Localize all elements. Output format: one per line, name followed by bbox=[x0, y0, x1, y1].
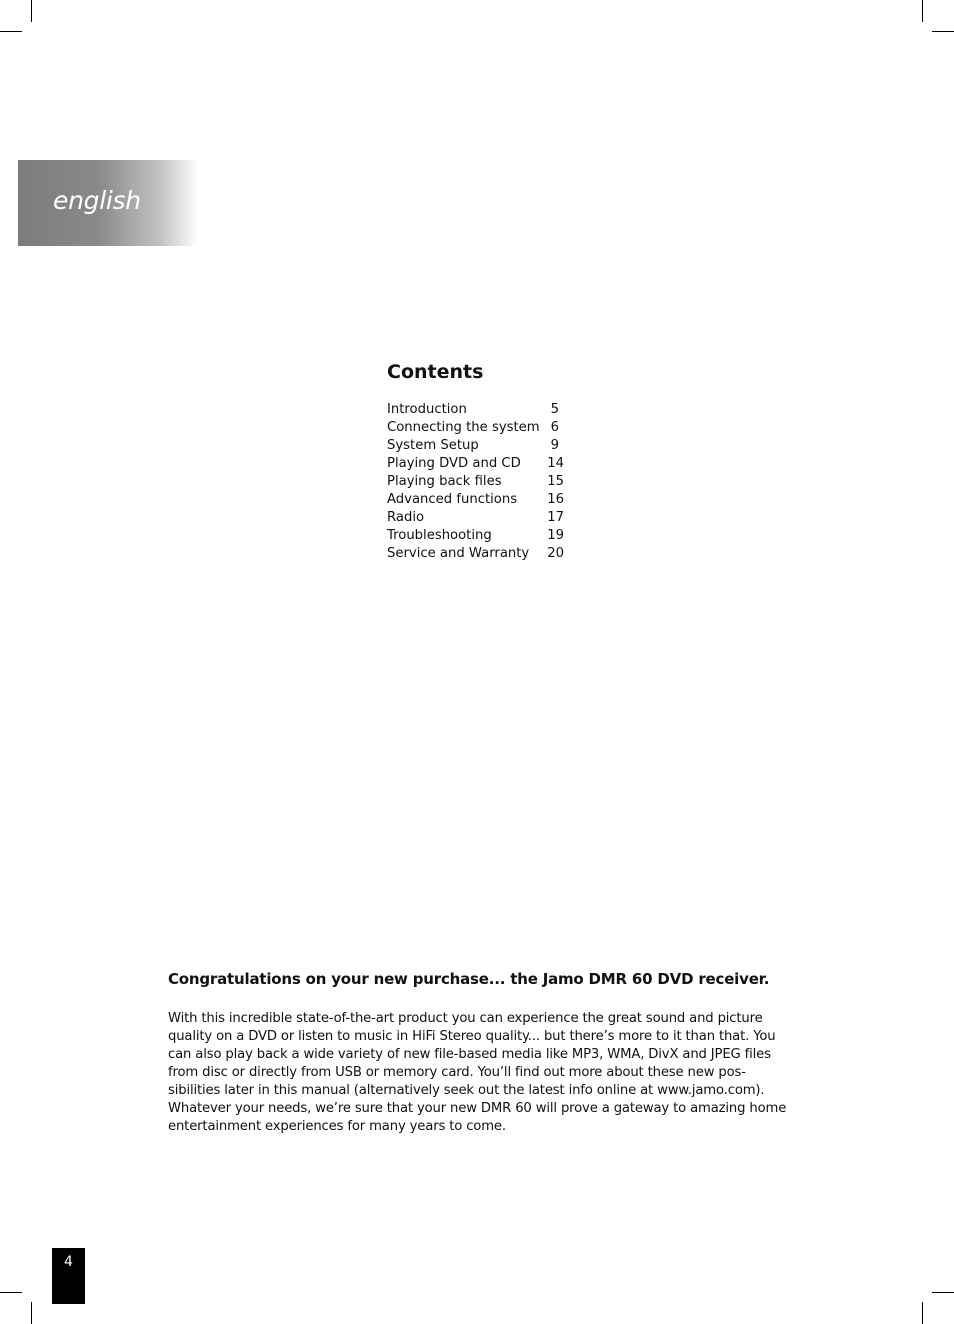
toc-item-label: Service and Warranty bbox=[387, 546, 530, 561]
toc-item-system-setup bbox=[387, 437, 587, 455]
crop-mark-top-left-horizontal bbox=[0, 31, 22, 32]
toc-item-page: 14 bbox=[547, 456, 564, 471]
intro-line: can also play back a wide variety of new file-based media like MP3, WMA, DivX and JPEG files bbox=[168, 1047, 771, 1062]
page-number-box bbox=[52, 1248, 85, 1304]
intro-line: Whatever your needs, we’re sure that your new DMR 60 will prove a gateway to amazing home bbox=[168, 1101, 787, 1116]
intro-line: entertainment experiences for many years to come. bbox=[168, 1119, 506, 1134]
intro-line: quality on a DVD or listen to music in HiFi Stereo quality... but there’s more to it than that. You bbox=[168, 1029, 776, 1044]
toc-item-page: 16 bbox=[547, 492, 564, 507]
toc-item-page: 19 bbox=[547, 528, 564, 543]
language-tab bbox=[18, 160, 198, 246]
crop-mark-bottom-left-vertical bbox=[31, 1302, 32, 1324]
intro-heading: Congratulations on your new purchase... the Jamo DMR 60 DVD receiver. bbox=[168, 970, 770, 988]
toc-item-label: Playing DVD and CD bbox=[387, 456, 521, 471]
crop-mark-top-right-horizontal bbox=[932, 31, 954, 32]
toc-item-label: Radio bbox=[387, 510, 425, 525]
toc-item-label: Troubleshooting bbox=[387, 528, 492, 543]
toc-item-playing-dvd-cd bbox=[387, 455, 587, 473]
intro-paragraph bbox=[168, 1010, 787, 1136]
toc-item-label: Advanced functions bbox=[387, 492, 518, 507]
toc-item-page: 17 bbox=[547, 510, 564, 525]
crop-mark-top-right-vertical bbox=[922, 0, 923, 22]
toc-item-radio bbox=[387, 509, 587, 527]
toc-item-service-warranty bbox=[387, 545, 587, 563]
toc-item-page: 20 bbox=[547, 546, 564, 561]
toc-item-label: Playing back files bbox=[387, 474, 502, 489]
intro-line: from disc or directly from USB or memory card. You’ll find out more about these new pos- bbox=[168, 1065, 746, 1080]
toc-item-page: 6 bbox=[550, 420, 559, 435]
crop-mark-top-left-vertical bbox=[31, 0, 32, 22]
table-of-contents bbox=[387, 361, 587, 563]
toc-list bbox=[387, 401, 587, 563]
crop-mark-bottom-left-horizontal bbox=[0, 1292, 22, 1293]
language-label: english bbox=[53, 186, 141, 215]
page-number: 4 bbox=[64, 1254, 73, 1270]
intro-line: With this incredible state-of-the-art product you can experience the great sound and picture bbox=[168, 1011, 763, 1026]
toc-item-connecting bbox=[387, 419, 587, 437]
contents-title: Contents bbox=[387, 361, 484, 383]
crop-mark-bottom-right-vertical bbox=[922, 1302, 923, 1324]
toc-item-playing-back-files bbox=[387, 473, 587, 491]
toc-item-label: Connecting the system bbox=[387, 420, 540, 435]
toc-item-page: 5 bbox=[550, 402, 559, 417]
crop-mark-bottom-right-horizontal bbox=[932, 1292, 954, 1293]
intro-section bbox=[168, 970, 787, 1136]
toc-item-troubleshooting bbox=[387, 527, 587, 545]
toc-item-introduction bbox=[387, 401, 587, 419]
toc-item-label: System Setup bbox=[387, 438, 479, 453]
intro-line: sibilities later in this manual (alternatively seek out the latest info online at www.jamo.com). bbox=[168, 1083, 765, 1098]
toc-item-page: 9 bbox=[550, 438, 559, 453]
toc-item-label: Introduction bbox=[387, 402, 467, 417]
toc-item-page: 15 bbox=[547, 474, 564, 489]
toc-item-advanced-functions bbox=[387, 491, 587, 509]
